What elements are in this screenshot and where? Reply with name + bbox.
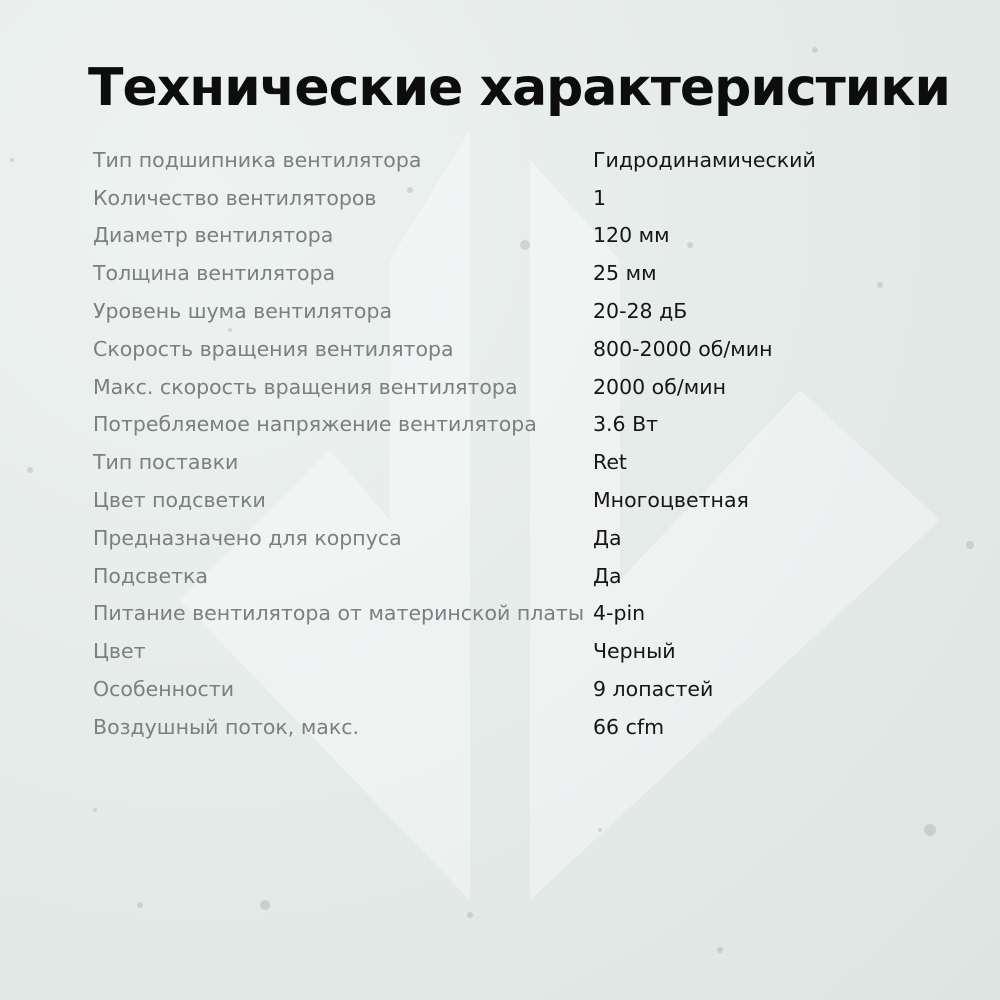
spec-value: Да bbox=[593, 525, 622, 550]
spec-label: Уровень шума вентилятора bbox=[93, 299, 393, 324]
spec-row bbox=[93, 557, 893, 595]
spec-value: 9 лопастей bbox=[593, 677, 714, 702]
spec-label: Скорость вращения вентилятора bbox=[93, 336, 454, 361]
spec-row bbox=[93, 632, 893, 670]
spec-row bbox=[93, 481, 893, 519]
spec-row bbox=[93, 292, 893, 330]
spec-row bbox=[93, 179, 893, 217]
spec-label: Питание вентилятора от материнской платы bbox=[93, 601, 585, 626]
spec-row bbox=[93, 595, 893, 633]
spec-label: Количество вентиляторов bbox=[93, 185, 377, 210]
spec-value: 1 bbox=[593, 185, 607, 210]
spec-value: 66 cfm bbox=[593, 714, 665, 739]
spec-label: Особенности bbox=[93, 677, 235, 702]
spec-label: Предназначено для корпуса bbox=[93, 525, 402, 550]
spec-row bbox=[93, 406, 893, 444]
spec-row bbox=[93, 670, 893, 708]
spec-value: 20-28 дБ bbox=[593, 299, 688, 324]
spec-label: Цвет подсветки bbox=[93, 488, 266, 513]
spec-label: Потребляемое напряжение вентилятора bbox=[93, 412, 537, 437]
spec-value: Многоцветная bbox=[593, 488, 749, 513]
spec-row bbox=[93, 443, 893, 481]
spec-value: 25 мм bbox=[593, 261, 657, 286]
spec-value: Гидродинамический bbox=[593, 147, 816, 172]
spec-row bbox=[93, 368, 893, 406]
spec-label: Цвет bbox=[93, 639, 146, 664]
spec-label: Подсветка bbox=[93, 563, 208, 588]
spec-table bbox=[93, 141, 893, 746]
spec-value: Черный bbox=[593, 639, 676, 664]
spec-value: 120 мм bbox=[593, 223, 670, 248]
spec-row bbox=[93, 330, 893, 368]
spec-value: Ret bbox=[593, 450, 627, 475]
spec-value: 800-2000 об/мин bbox=[593, 336, 773, 361]
spec-label: Воздушный поток, макс. bbox=[93, 714, 360, 739]
spec-value: Да bbox=[593, 563, 622, 588]
spec-value: 2000 об/мин bbox=[593, 374, 726, 399]
spec-label: Тип подшипника вентилятора bbox=[93, 147, 422, 172]
spec-row bbox=[93, 254, 893, 292]
spec-value: 4-pin bbox=[593, 601, 646, 626]
spec-value: 3.6 Вт bbox=[593, 412, 659, 437]
spec-label: Тип поставки bbox=[93, 450, 239, 475]
spec-row bbox=[93, 708, 893, 746]
spec-label: Диаметр вентилятора bbox=[93, 223, 334, 248]
spec-row bbox=[93, 217, 893, 255]
spec-label: Толщина вентилятора bbox=[93, 261, 336, 286]
page-title: Технические характеристики bbox=[88, 58, 950, 118]
spec-row bbox=[93, 519, 893, 557]
spec-row bbox=[93, 141, 893, 179]
spec-label: Макс. скорость вращения вентилятора bbox=[93, 374, 518, 399]
